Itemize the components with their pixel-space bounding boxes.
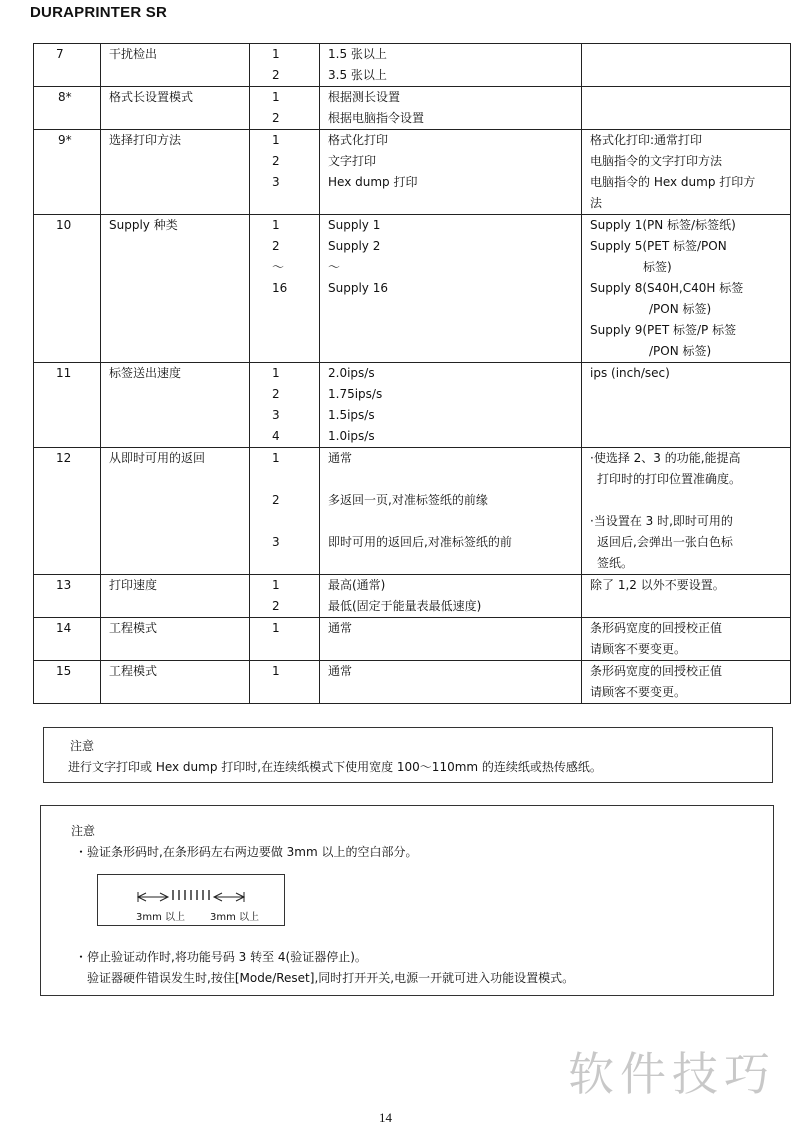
function-number: 12 [56,451,72,465]
remark-text: ·当设置在 3 时,即时可用的 [590,514,733,528]
table-row [34,130,791,215]
setting-value: 3 [272,535,280,549]
setting-value: 2 [272,599,280,613]
function-number: 10 [56,218,72,232]
table-row [34,363,791,448]
setting-value: 1 [272,218,280,232]
remark-text: 返回后,会弹出一张白色标 [597,535,733,549]
function-name: 工程模式 [109,621,158,635]
setting-description: 根据电脑指令设置 [328,111,425,125]
setting-description: 3.5 张以上 [328,68,387,82]
remark-text [582,490,790,511]
setting-value: 2 [272,111,280,125]
table-row [34,661,791,704]
setting-description: 根据测长设置 [328,90,401,104]
function-name: 标签送出速度 [109,366,182,380]
remark-text: /PON 标签) [649,344,712,358]
setting-description: Supply 2 [328,239,381,253]
function-number: 11 [56,366,72,380]
setting-description: Supply 16 [328,281,388,295]
note-title: 注意 [71,824,96,838]
setting-value: 3 [272,175,280,189]
table-row [34,448,791,575]
setting-description: Hex dump 打印 [328,175,418,189]
setting-description: 通常 [328,664,353,678]
function-number: 15 [56,664,72,678]
setting-value: 1 [272,90,280,104]
table-row [34,215,791,363]
function-number: 9* [58,133,72,147]
setting-value: 2 [272,387,280,401]
note-box-text-printing [43,727,773,783]
remark-text: 请顾客不要变更。 [590,642,687,656]
setting-description: 1.5 张以上 [328,47,387,61]
function-number: 7 [56,47,64,61]
table-row [34,575,791,618]
remark-text: 签纸。 [597,556,634,570]
setting-value: 1 [272,664,280,678]
setting-value: 2 [272,68,280,82]
setting-description: 1.0ips/s [328,429,375,443]
setting-value: 3 [272,408,280,422]
left-margin-label: 3mm 以上 [136,912,186,923]
setting-description: 通常 [328,621,353,635]
setting-value: 1 [272,366,280,380]
table-row [34,44,791,87]
setting-description: Supply 1 [328,218,381,232]
right-margin-label: 3mm 以上 [210,912,260,923]
table-row [34,87,791,130]
setting-description: 2.0ips/s [328,366,375,380]
setting-description: 多返回一页,对准标签纸的前缘 [328,493,488,507]
setting-value: 1 [272,578,280,592]
setting-value: 1 [272,47,280,61]
function-name: 工程模式 [109,664,158,678]
remark-text: 电脑指令的 Hex dump 打印方 [590,175,756,189]
remark-text: Supply 9(PET 标签/P 标签 [590,323,737,337]
setting-value: 16 [272,281,288,295]
setting-value: 4 [272,429,280,443]
remark-text: 除了 1,2 以外不要设置。 [590,578,725,592]
page-number: 14 [379,1110,392,1125]
note-body: 进行文字打印或 Hex dump 打印时,在连续纸模式下使用宽度 100～110mm 的连续纸或热传感纸。 [68,760,602,774]
note-bullet-quiet-zone: ・验证条形码时,在条形码左右两边要做 3mm 以上的空白部分。 [75,845,418,859]
setting-value [250,511,319,532]
function-number: 8* [58,90,72,104]
remark-text: Supply 8(S40H,C40H 标签 [590,281,744,295]
setting-description: ～ [328,260,341,274]
function-name: 从即时可用的返回 [109,451,206,465]
remark-text: 请顾客不要变更。 [590,685,687,699]
watermark: 软件技巧 [568,1047,776,1101]
table-row [34,618,791,661]
function-settings-table [33,43,791,704]
setting-value [250,469,319,490]
document-header: DURAPRINTER SR [30,4,167,21]
function-number: 13 [56,578,72,592]
remark-text: ·使选择 2、3 的功能,能提高 [590,451,741,465]
note-bullet-hardware-error: 验证器硬件错误发生时,按住[Mode/Reset],同时打开开关,电源一开就可进入功能设置模式。 [87,971,575,985]
note-box-verifier [40,805,774,996]
note-bullet-stop-verify: ・停止验证动作时,将功能号码 3 转至 4(验证器停止)。 [75,950,367,964]
setting-description [320,469,581,490]
note-title: 注意 [70,739,95,753]
remark-text: ips (inch/sec) [590,366,670,380]
function-name: 格式长设置模式 [109,90,194,104]
setting-description: 1.75ips/s [328,387,383,401]
setting-description: 格式化打印 [328,133,389,147]
barcode-margin-diagram [97,874,285,926]
function-number: 14 [56,621,72,635]
setting-value: 2 [272,239,280,253]
remark-text: 条形码宽度的回授校正值 [590,664,723,678]
function-name: Supply 种类 [109,218,178,232]
setting-value: ～ [272,260,285,274]
remark-text: 电脑指令的文字打印方法 [590,154,723,168]
function-name: 干扰检出 [109,47,158,61]
remark-text: 法 [590,196,603,210]
remark-text: 条形码宽度的回授校正值 [590,621,723,635]
setting-description: 通常 [328,451,353,465]
setting-value: 2 [272,493,280,507]
setting-value: 1 [272,133,280,147]
setting-value: 1 [272,451,280,465]
remark-text: Supply 1(PN 标签/标签纸) [590,218,736,232]
setting-description: 1.5ips/s [328,408,375,422]
setting-value: 1 [272,621,280,635]
setting-description [320,511,581,532]
setting-value: 2 [272,154,280,168]
remark-text: 标签) [643,260,672,274]
setting-description: 文字打印 [328,154,377,168]
remark-text: 打印时的打印位置准确度。 [597,472,742,486]
setting-description: 最低(固定于能量表最低速度) [328,599,482,613]
remark-text: 格式化打印:通常打印 [590,133,703,147]
function-name: 打印速度 [109,578,158,592]
remark-text: /PON 标签) [649,302,712,316]
function-name: 选择打印方法 [109,133,182,147]
remark-text: Supply 5(PET 标签/PON [590,239,727,253]
setting-description: 即时可用的返回后,对准标签纸的前 [328,535,512,549]
setting-description: 最高(通常) [328,578,386,592]
